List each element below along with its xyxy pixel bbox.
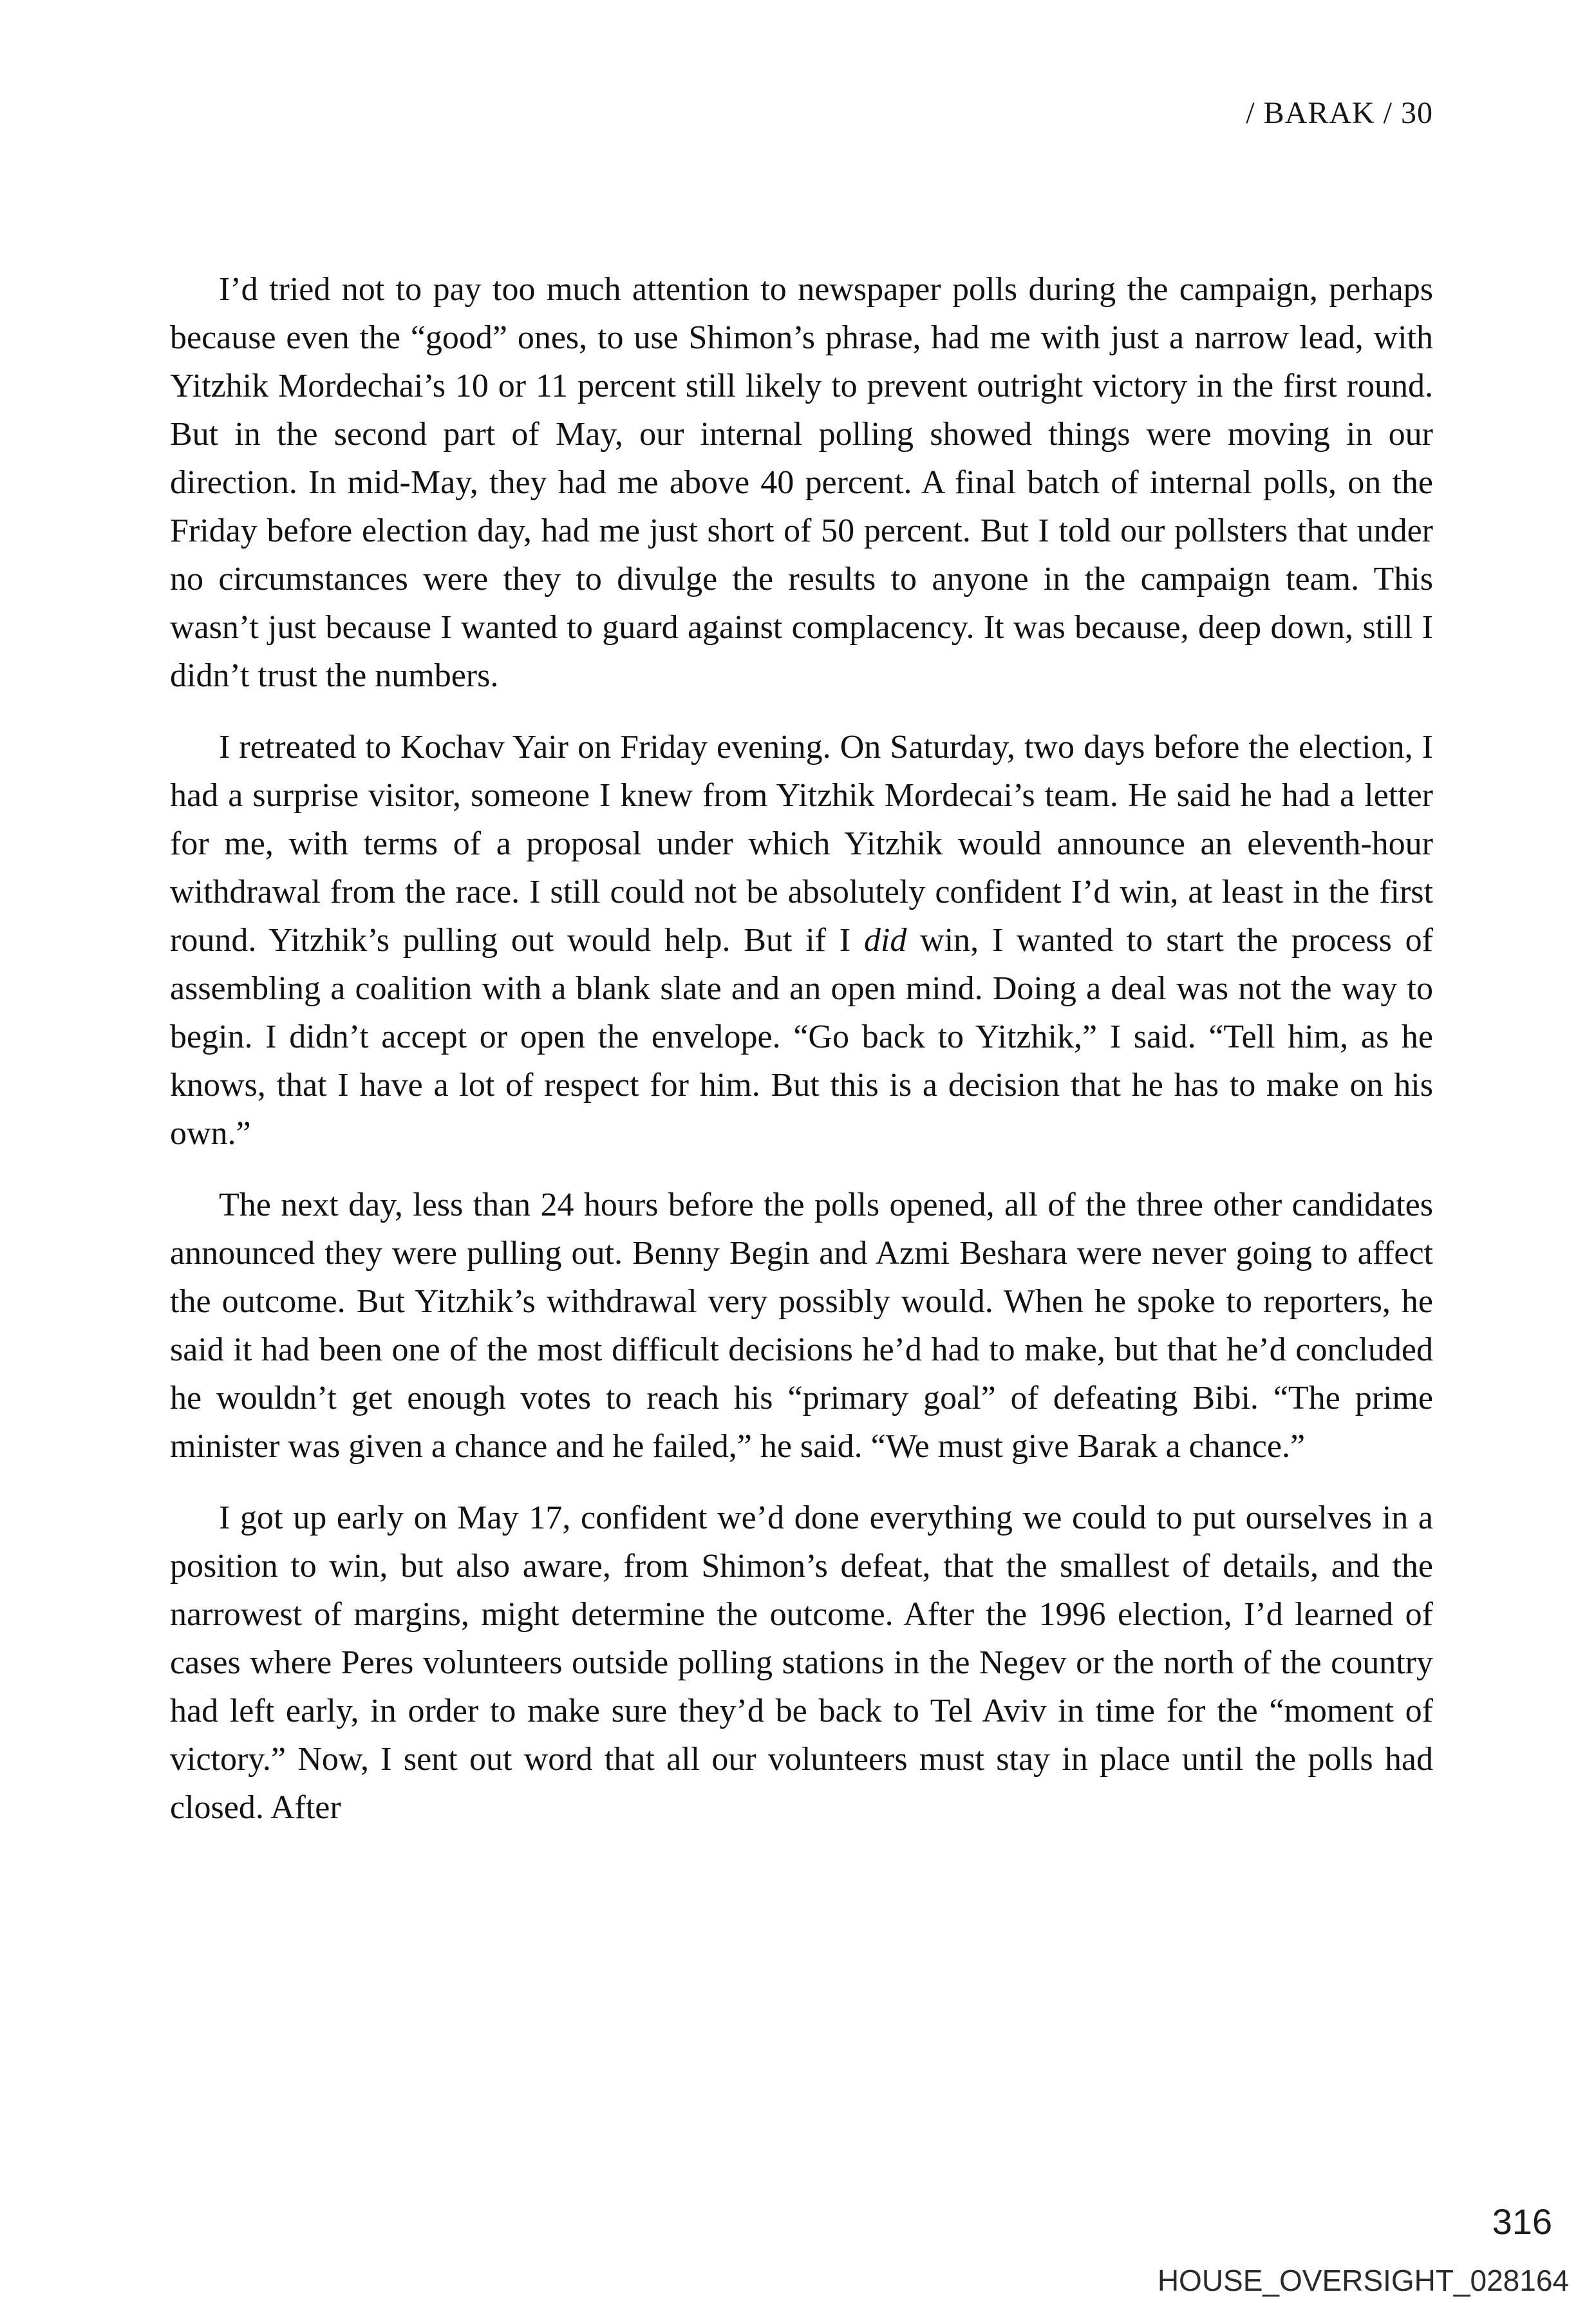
paragraph-1: I’d tried not to pay too much attention to newspaper polls during the campaign, perhaps because even the “good” ones, to use Shimon’s phrase, had me with just a narrow lead, with Yitzhik Mordechai’s 10 or 11 percent still likely to prevent outright victory in the first round. But in the second part of May, our internal polling showed things were moving in our direction. In mid-May, they had me above 40 percent. A final batch of internal polls, on the Friday before election day, had me just short of 50 percent. But I told our pollsters that under no circumstances were they to divulge the results to anyone in the campaign team. This wasn’t just because I wanted to guard against complacency. It was because, deep down, still I didn’t trust the numbers. xyxy=(170,271,1433,694)
running-header: / BARAK / 30 xyxy=(1246,96,1433,130)
paragraph-2 xyxy=(170,723,1433,1158)
paragraph-3: The next day, less than 24 hours before the polls opened, all of the three other candidates announced they were pulling out. Benny Begin and Azmi Beshara were never going to affect the outcome. But Yitzhik’s withdrawal very possibly would. When he spoke to reporters, he said it had been one of the most difficult decisions he’d had to make, but that he’d concluded he wouldn’t get enough votes to reach his “primary goal” of defeating Bibi. “The prime minister was given a chance and he failed,” he said. “We must give Barak a chance.” xyxy=(170,1187,1433,1465)
page-number: 316 xyxy=(1492,2201,1552,2242)
paragraph-2-text-after: win, I wanted to start the process of assembling a coalition with a blank slate and an open mind. Doing a deal was not the way to begin. I didn’t accept or open the envelope. “Go back to Yitzhik,” I said. “Tell him, as he knows, that I have a lot of respect for him. But this is a decision that he has to make on his own.” xyxy=(170,922,1434,1152)
paragraph-4: I got up early on May 17, confident we’d done everything we could to put ourselves in a position to win, but also aware, from Shimon’s defeat, that the smallest of details, and the narrowest of margins, might determine the outcome. After the 1996 election, I’d learned of cases where Peres volunteers outside polling stations in the Negev or the north of the country had left early, in order to make sure they’d be back to Tel Aviv in time for the “moment of victory.” Now, I sent out word that all our volunteers must stay in place until the polls had closed. After xyxy=(170,1499,1433,1826)
italic-word: did xyxy=(863,922,907,959)
paragraph-2-text-before: I retreated to Kochav Yair on Friday evening. On Saturday, two days before the election, I had a surprise visitor, someone I knew from Yitzhik Mordecai’s team. He said he had a letter for me, with terms of a proposal under which Yitzhik would announce an eleventh-hour withdrawal from the race. I still could not be absolutely confident I’d win, at least in the first round. Yitzhik’s pulling out would help. But if I xyxy=(170,729,1433,959)
bates-stamp: HOUSE_OVERSIGHT_028164 xyxy=(1157,2264,1569,2297)
page-body-text xyxy=(170,265,1433,1855)
